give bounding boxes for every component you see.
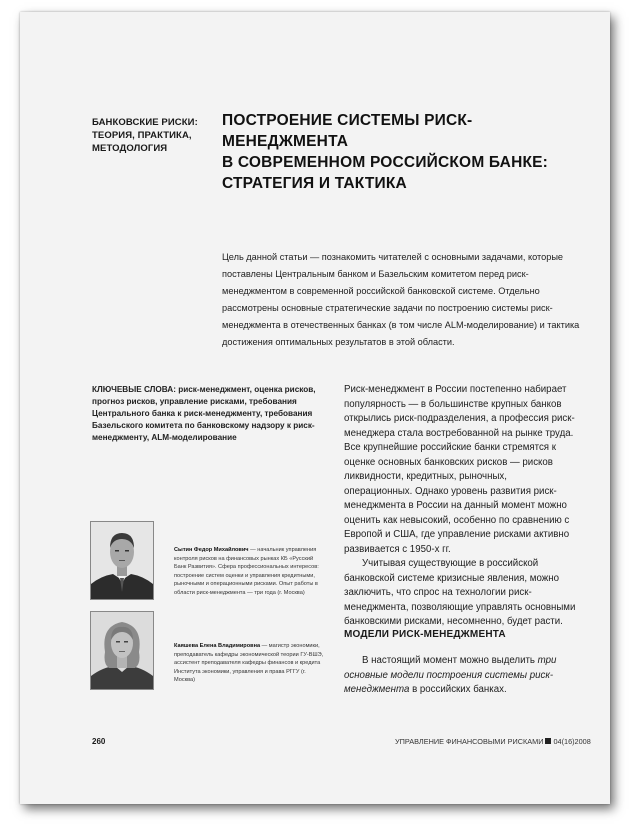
square-separator-icon (545, 738, 551, 744)
paragraph-text: В настоящий момент можно выделить (362, 655, 538, 666)
article-title-line: СТРАТЕГИЯ И ТАКТИКА (222, 175, 407, 192)
author-photo-kayasheva (90, 611, 154, 690)
abstract: Цель данной статьи — познакомить читателей с основными задачами, которые поставлены Центральным банком и Базельским комитетом перед риск-менеджментом в современной российской банковской системе. Отдельно рассмотрены основные стратегические задачи по построению системы риск-менеджмента в отечественных банках (в том числе ALM-моделирование) и тактика достижения оптимальных результатов в этой области. (222, 252, 580, 347)
author-photo-sytin (90, 521, 154, 600)
author-bio (174, 642, 324, 685)
paragraph-italic-text: три основные модели построения системы риск-менеджмента (344, 655, 557, 695)
section-heading: МОДЕЛИ РИСК-МЕНЕДЖМЕНТА (344, 629, 506, 640)
body-paragraph: Учитывая существующие в российской банковской системе кризисные явления, можно заключить, что спрос на технологии риск-менеджмента, позволяющие управлять основными банковскими рисками, несомненно, будет расти. (344, 558, 576, 627)
keywords-text: риск-менеджмент, оценка рисков, прогноз рисков, управление рисками, требования Центрального банка к риск-менеджменту, требования Базельского комитета по банковскому надзору к риск-менеджменту, ALM-моделирование (92, 385, 316, 442)
section-label-line: ТЕОРИЯ, ПРАКТИКА, (92, 130, 192, 141)
journal-issue: 04(16)2008 (553, 737, 591, 746)
keywords-label: КЛЮЧЕВЫЕ СЛОВА: (92, 385, 176, 394)
journal-footer (395, 737, 591, 746)
author-name: Сытин Федор Михайлович (174, 547, 249, 553)
section-label (92, 116, 202, 155)
section-label-line: МЕТОДОЛОГИЯ (92, 143, 168, 154)
article-title-line: ПОСТРОЕНИЕ СИСТЕМЫ РИСК-МЕНЕДЖМЕНТА (222, 112, 473, 150)
author-description: — начальник управления контроля рисков на финансовых рынках КБ «Русский Банк Развития». Сфера профессиональных интересов: построение систем оценки и управления кредитными, рыночными и операционными рисками. Опыт работы в области риск-менеджмента — три года (г. Москва) (174, 547, 319, 596)
section-label-line: БАНКОВСКИЕ РИСКИ: (92, 117, 198, 128)
author-bio (174, 546, 324, 598)
body-paragraph (344, 654, 576, 698)
journal-name: УПРАВЛЕНИЕ ФИНАНСОВЫМИ РИСКАМИ (395, 737, 544, 746)
article-title (222, 110, 592, 194)
keywords (92, 384, 327, 444)
body-text (344, 383, 576, 630)
body-paragraph: Риск-менеджмент в России постепенно набирает популярность — в большинстве крупных банков открылись риск-подразделения, а профессия риск-менеджера стала востребованной на рынке труда. Все крупнейшие российские банки стремятся к оценке основных банковских рисков — рисков ликвидности, кредитных, рыночных, операционных. Однако уровень развития риск-менеджмента в России на данный момент можно оценить как невысокий, особенно по сравнению с Европой и США, где управление рисками активно развивается с 1950-х гг. (344, 384, 575, 555)
paragraph-text: в российских банках. (409, 684, 507, 695)
page-number: 260 (92, 737, 106, 746)
article-title-line: В СОВРЕМЕННОМ РОССИЙСКОМ БАНКЕ: (222, 154, 549, 171)
author-name: Каяшева Елена Владимировна (174, 643, 261, 649)
author-description: — магистр экономики, преподаватель кафедры экономической теории ГУ-ВШЭ, ассистент преподавателя кафедры финансов и кредита Института экономики, управления и права РГГУ (г. Москва) (174, 643, 324, 684)
